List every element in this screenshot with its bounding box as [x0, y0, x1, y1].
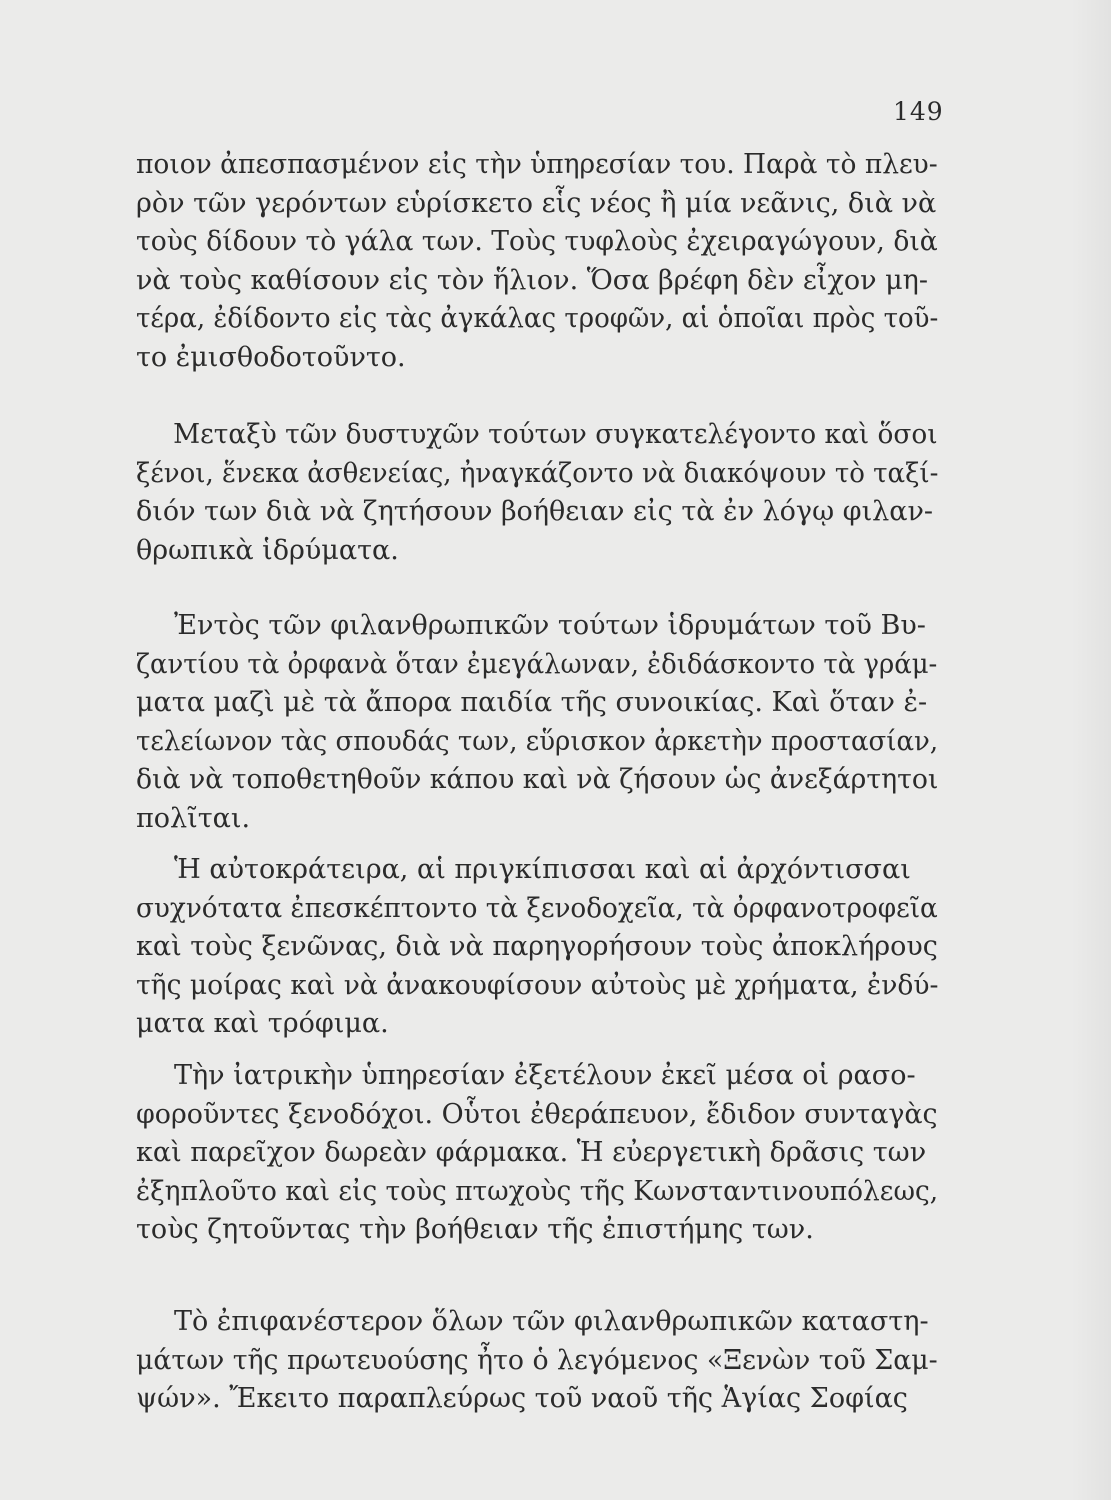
paragraph-1: [136, 146, 938, 377]
text-line: Ἡ αὐτοκράτειρα, αἱ πριγκίπισσαι καὶ αἱ ἀρχόντισσαι: [174, 854, 911, 885]
text-line: το ἐμισθοδοτοῦντο.: [136, 341, 406, 373]
paragraph-6: [136, 1303, 938, 1419]
text-line: θρωπικὰ ἱδρύματα.: [136, 534, 399, 566]
page-number: 149: [893, 97, 944, 126]
text-line: ξένοι, ἕνεκα ἀσθενείας, ἠναγκάζοντο νὰ διακόψουν τὸ ταξί-: [136, 457, 939, 489]
paragraph-4: [136, 851, 938, 1044]
text-line: νὰ τοὺς καθίσουν εἰς τὸν ἥλιον. Ὅσα βρέφη δὲν εἶχον μη-: [136, 264, 928, 296]
text-line: τῆς μοίρας καὶ νὰ ἀνακουφίσουν αὐτοὺς μὲ χρήματα, ἐνδύ-: [136, 969, 939, 1001]
text-line: τελείωνον τὰς σπουδάς των, εὕρισκον ἀρκετὴν προστασίαν,: [136, 725, 939, 757]
text-line: Τὸ ἐπιφανέστερον ὅλων τῶν φιλανθρωπικῶν καταστη-: [174, 1306, 929, 1337]
text-line: καὶ παρεῖχον δωρεὰν φάρμακα. Ἡ εὐεργετικὴ δρᾶσις των: [136, 1137, 927, 1168]
text-line: Τὴν ἰατρικὴν ὑπηρεσίαν ἐξετέλουν ἐκεῖ μέσα οἱ ρασο-: [174, 1060, 916, 1091]
text-line: ποιον ἀπεσπασμένον εἰς τὴν ὑπηρεσίαν του. Παρὰ τὸ πλευ-: [136, 149, 938, 180]
text-line: καὶ τοὺς ξενῶνας, διὰ νὰ παρηγορήσουν τοὺς ἀποκλήρους: [136, 931, 938, 962]
text-line: φοροῦντες ξενοδόχοι. Οὗτοι ἐθεράπευον, ἔδιδον συνταγὰς: [136, 1098, 938, 1130]
text-line: Ἐντὸς τῶν φιλανθρωπικῶν τούτων ἱδρυμάτων τοῦ Βυ-: [174, 610, 926, 641]
text-line: τοὺς ζητοῦντας τὴν βοήθειαν τῆς ἐπιστήμης των.: [136, 1214, 814, 1245]
text-line: ἐξηπλοῦτο καὶ εἰς τοὺς πτωχοὺς τῆς Κωνσταντινουπόλεως,: [136, 1175, 939, 1207]
paragraph-3: [136, 607, 938, 838]
paragraph-5: [136, 1057, 938, 1250]
text-line: ρὸν τῶν γερόντων εὑρίσκετο εἷς νέος ἢ μία νεᾶνις, διὰ νὰ: [136, 187, 937, 219]
text-line: ματα καὶ τρόφιμα.: [136, 1008, 389, 1039]
page-edge-shadow: [1071, 0, 1111, 1500]
text-line: συχνότατα ἐπεσκέπτοντο τὰ ξενοδοχεῖα, τὰ ὀρφανοτροφεῖα: [136, 892, 938, 924]
text-line: ψών». Ἔκειτο παραπλεύρως τοῦ ναοῦ τῆς Ἁγίας Σοφίας: [136, 1383, 908, 1414]
text-line: τοὺς δίδουν τὸ γάλα των. Τοὺς τυφλοὺς ἐχειραγώγουν, διὰ: [136, 226, 938, 257]
text-line: τέρα, ἐδίδοντο εἰς τὰς ἀγκάλας τροφῶν, αἱ ὁποῖαι πρὸς τοῦ-: [136, 303, 939, 334]
paragraph-2: [136, 416, 938, 570]
text-line: ματα μαζὶ μὲ τὰ ἄπορα παιδία τῆς συνοικίας. Καὶ ὅταν ἐ-: [136, 687, 928, 718]
text-line: Μεταξὺ τῶν δυστυχῶν τούτων συγκατελέγοντο καὶ ὅσοι: [173, 419, 938, 450]
text-line: μάτων τῆς πρωτευούσης ἦτο ὁ λεγόμενος «Ξενὼν τοῦ Σαμ-: [136, 1344, 938, 1376]
text-line: ζαντίου τὰ ὀρφανὰ ὅταν ἐμεγάλωναν, ἐδιδάσκοντο τὰ γράμ-: [136, 648, 938, 680]
text-line: διὰ νὰ τοποθετηθοῦν κάπου καὶ νὰ ζήσουν ὡς ἀνεξάρτητοι: [136, 764, 939, 795]
text-line: διόν των διὰ νὰ ζητήσουν βοήθειαν εἰς τὰ ἐν λόγῳ φιλαν-: [136, 496, 934, 527]
text-line: πολῖται.: [136, 802, 251, 834]
